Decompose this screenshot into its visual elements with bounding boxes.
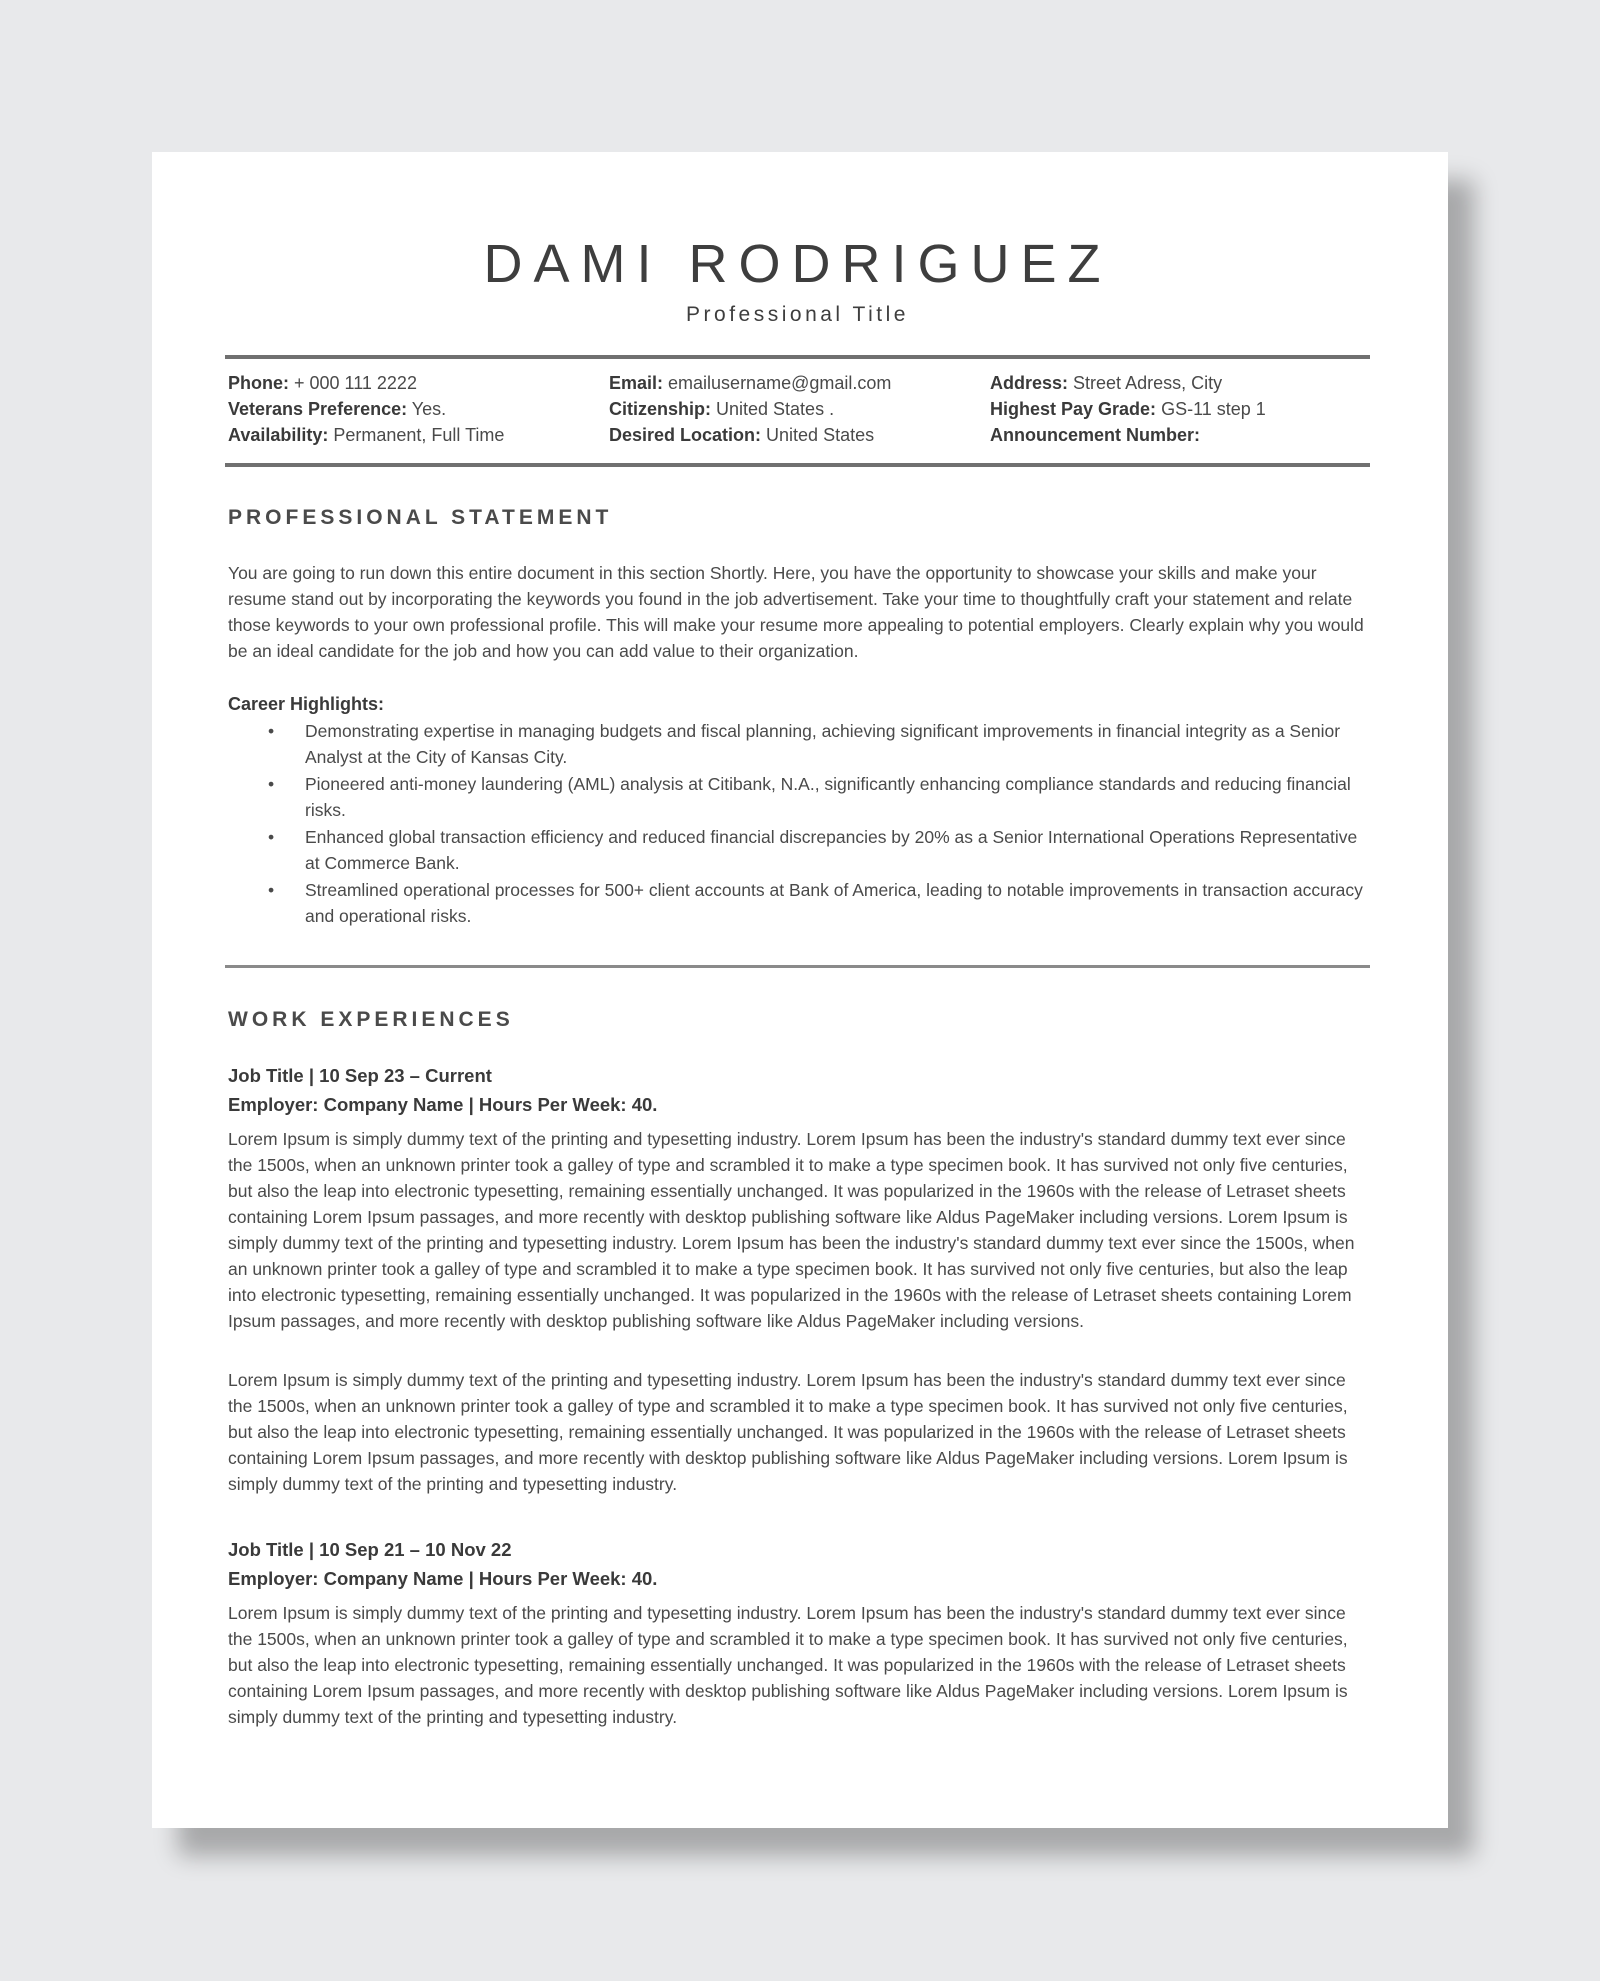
announcement-number-label: Announcement Number: xyxy=(990,425,1201,445)
contact-column-3 xyxy=(990,370,1266,448)
professional-statement-body: You are going to run down this entire document in this section Shortly. Here, you have the opportunity to showcase your skills and make your resume stand out by incorporating the keywords you found in the job advertisement. Take your time to thoughtfully craft your statement and relate those keywords to your own professional profile. This will make your resume more appealing to potential employers. Clearly explain why you would be an ideal candidate for the job and how you can add value to their organization. xyxy=(228,563,1364,661)
announcement-number-line xyxy=(990,422,1266,448)
pay-grade-label: Highest Pay Grade: xyxy=(990,399,1157,419)
email-value: emailusername@gmail.com xyxy=(663,373,892,393)
candidate-name: DAMI RODRIGUEZ xyxy=(483,234,1112,294)
career-highlight-item xyxy=(228,824,1370,876)
career-highlight-text: Demonstrating expertise in managing budgets and fiscal planning, achieving significant improvements in financial integrity as a Senior Analyst at the City of Kansas City. xyxy=(305,721,1341,767)
address-label: Address: xyxy=(990,373,1069,393)
career-highlight-text: Enhanced global transaction efficiency and reduced financial discrepancies by 20% as a Senior International Operations Representative at Commerce Bank. xyxy=(305,827,1358,873)
email-line xyxy=(609,370,891,396)
pay-grade-line xyxy=(990,396,1266,422)
veterans-preference-label: Veterans Preference: xyxy=(228,399,408,419)
address-value: Street Adress, City xyxy=(1068,373,1223,393)
career-highlight-text: Pioneered anti-money laundering (AML) analysis at Citibank, N.A., significantly enhancing compliance standards and reducing financial risks. xyxy=(305,774,1351,820)
job-1-employer-line: Employer: Company Name | Hours Per Week: 40. xyxy=(228,1094,658,1115)
professional-title: Professional Title xyxy=(686,303,909,326)
job-1-description-2: Lorem Ipsum is simply dummy text of the printing and typesetting industry. Lorem Ipsum has been the industry's standard dummy text ever since the 1500s, when an unknown printer took a galley of type and scrambled it to make a type specimen book. It has survived not only five centuries, but also the leap into electronic typesetting, remaining essentially unchanged. It was popularized in the 1960s with the release of Letraset sheets containing Lorem Ipsum passages, and more recently with desktop publishing software like Aldus PageMaker including versions. Lorem Ipsum is simply dummy text of the printing and typesetting industry. xyxy=(228,1370,1348,1494)
professional-statement-heading: PROFESSIONAL STATEMENT xyxy=(228,506,613,529)
resume-page xyxy=(152,152,1448,1828)
header-divider-top xyxy=(225,355,1370,359)
career-highlight-item xyxy=(228,877,1370,929)
header-divider-bottom xyxy=(225,463,1370,467)
career-highlights-title: Career Highlights: xyxy=(228,694,385,714)
veterans-preference-line xyxy=(228,396,504,422)
bullet-icon: • xyxy=(268,880,275,900)
job-2-employer-line: Employer: Company Name | Hours Per Week: 40. xyxy=(228,1568,658,1589)
citizenship-value: United States . xyxy=(711,399,835,419)
career-highlight-text: Streamlined operational processes for 500+ client accounts at Bank of America, leading to notable improvements in transaction accuracy and operational risks. xyxy=(305,880,1363,926)
job-2-description-1: Lorem Ipsum is simply dummy text of the printing and typesetting industry. Lorem Ipsum has been the industry's standard dummy text ever since the 1500s, when an unknown printer took a galley of type and scrambled it to make a type specimen book. It has survived not only five centuries, but also the leap into electronic typesetting, remaining essentially unchanged. It was popularized in the 1960s with the release of Letraset sheets containing Lorem Ipsum passages, and more recently with desktop publishing software like Aldus PageMaker including versions. Lorem Ipsum is simply dummy text of the printing and typesetting industry. xyxy=(228,1603,1348,1727)
phone-label: Phone: xyxy=(228,373,289,393)
desired-location-value: United States xyxy=(761,425,875,445)
citizenship-label: Citizenship: xyxy=(609,399,711,419)
bullet-icon: • xyxy=(268,721,275,741)
work-experiences-heading: WORK EXPERIENCES xyxy=(228,1008,514,1031)
bullet-icon: • xyxy=(268,774,275,794)
address-line xyxy=(990,370,1266,396)
contact-column-1 xyxy=(228,370,504,448)
phone-value: + 000 111 2222 xyxy=(289,373,417,393)
contact-column-2 xyxy=(609,370,891,448)
job-1-title-line: Job Title | 10 Sep 23 – Current xyxy=(228,1065,492,1086)
availability-value: Permanent, Full Time xyxy=(328,425,505,445)
availability-line xyxy=(228,422,504,448)
email-label: Email: xyxy=(609,373,664,393)
pay-grade-value: GS-11 step 1 xyxy=(1156,399,1266,419)
job-2-title-line: Job Title | 10 Sep 21 – 10 Nov 22 xyxy=(228,1539,512,1560)
availability-label: Availability: xyxy=(228,425,329,445)
career-highlight-item xyxy=(228,718,1370,770)
career-highlights-list xyxy=(228,718,1370,930)
bullet-icon: • xyxy=(268,827,275,847)
phone-line xyxy=(228,370,504,396)
veterans-preference-value: Yes. xyxy=(407,399,447,419)
career-highlight-item xyxy=(228,771,1370,823)
job-1-description-1: Lorem Ipsum is simply dummy text of the printing and typesetting industry. Lorem Ipsum has been the industry's standard dummy text ever since the 1500s, when an unknown printer took a galley of type and scrambled it to make a type specimen book. It has survived not only five centuries, but also the leap into electronic typesetting, remaining essentially unchanged. It was popularized in the 1960s with the release of Letraset sheets containing Lorem Ipsum passages, and more recently with desktop publishing software like Aldus PageMaker including versions. Lorem Ipsum is simply dummy text of the printing and typesetting industry. Lorem Ipsum has been the industry's standard dummy text ever since the 1500s, when an unknown printer took a galley of type and scrambled it to make a type specimen book. It has survived not only five centuries, but also the leap into electronic typesetting, remaining essentially unchanged. It was popularized in the 1960s with the release of Letraset sheets containing Lorem Ipsum passages, and more recently with desktop publishing software like Aldus PageMaker including versions. xyxy=(228,1129,1355,1331)
citizenship-line xyxy=(609,396,891,422)
desired-location-line xyxy=(609,422,891,448)
desired-location-label: Desired Location: xyxy=(609,425,762,445)
section-divider xyxy=(225,965,1370,968)
